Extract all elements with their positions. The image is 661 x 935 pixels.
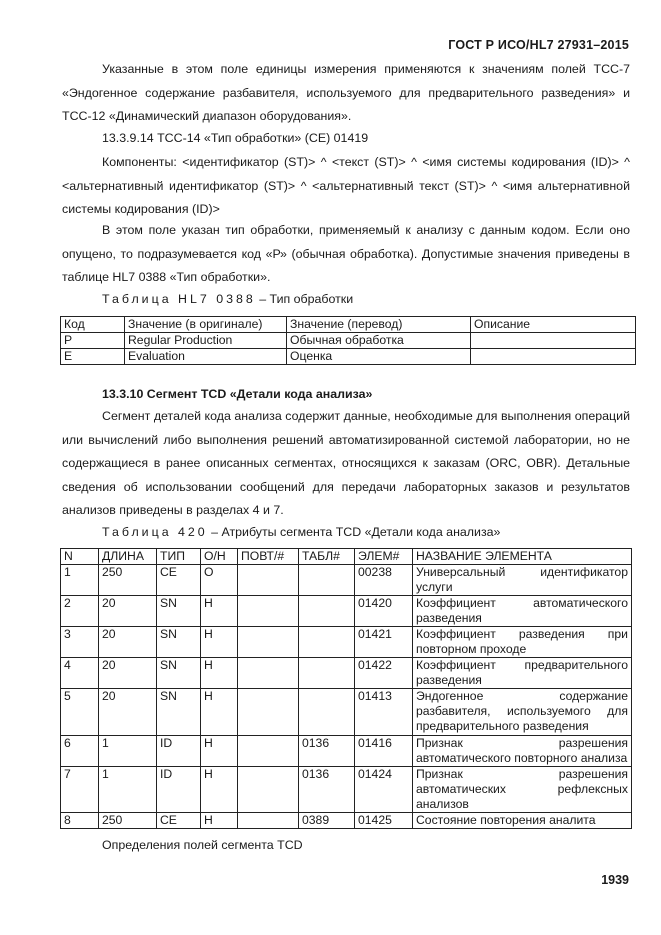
table-420-caption [102, 525, 500, 539]
paragraph-components: Компоненты: <идентификатор (ST)> ^ <текст (ST)> ^ <имя системы кодирования (ID)> ^ <альтернативный идентификатор (ST)> ^ <альтернативный текст (ST)> ^ <имя альтернативной системы кодирования (ID)> [62, 155, 630, 216]
table-cell: 8 [61, 813, 99, 829]
column-header: НАЗВАНИЕ ЭЛЕМЕНТА [413, 549, 632, 565]
table-row [61, 596, 632, 627]
table-cell: 00238 [355, 565, 413, 596]
column-header: ЭЛЕМ# [355, 549, 413, 565]
table-cell: 250 [99, 813, 157, 829]
column-header: ПОВТ/# [238, 549, 299, 565]
table-cell: CE [157, 565, 201, 596]
table-cell: Коэффициент предварительного разведения [413, 658, 632, 689]
table-cell: SN [157, 689, 201, 736]
table-cell [299, 565, 355, 596]
table-row [61, 767, 632, 813]
table-cell [471, 333, 636, 349]
table-388 [60, 316, 636, 365]
paragraph-units: Указанные в этом поле единицы измерения применяются к значениям полей ТСС-7 «Эндогенное содержание разбавителя, используемого для предварительного разведения» и ТСС-12 «Динамический диапазон оборудования». [62, 62, 630, 123]
table-cell: SN [157, 658, 201, 689]
paragraph-processing-type: В этом поле указан тип обработки, применяемый к анализу с данным кодом. Если оно опущено, то подразумевается код «Р» (обычная обработка). Допустимые значения приведены в таблице HL7 0388 «Тип обработки». [62, 223, 630, 284]
table-cell: CE [157, 813, 201, 829]
table-cell: 4 [61, 658, 99, 689]
table-388-caption [102, 292, 353, 306]
table-420 [60, 548, 632, 829]
table-388-caption-title: – Тип обработки [259, 292, 354, 306]
table-cell: H [201, 736, 238, 767]
column-header: Код [61, 317, 125, 333]
section-heading-tcc14: 13.3.9.14 ТСС-14 «Тип обработки» (СЕ) 01419 [102, 131, 369, 145]
table-cell [238, 736, 299, 767]
table-cell: H [201, 596, 238, 627]
table-cell: 01420 [355, 596, 413, 627]
column-header: ДЛИНА [99, 549, 157, 565]
table-cell: H [201, 658, 238, 689]
table-cell: 20 [99, 689, 157, 736]
table-cell [471, 349, 636, 365]
column-header: О/Н [201, 549, 238, 565]
table-cell: Эндогенное содержание разбавителя, используемого для предварительного разведения [413, 689, 632, 736]
table-row [61, 658, 632, 689]
table-cell: 0389 [299, 813, 355, 829]
table-cell: H [201, 813, 238, 829]
table-cell: 0136 [299, 736, 355, 767]
table-cell: 20 [99, 596, 157, 627]
table-cell: Признак разрешения автоматических рефлексных анализов [413, 767, 632, 813]
table-420-caption-title: – Атрибуты сегмента TCD «Детали кода анализа» [211, 525, 501, 539]
table-cell: ID [157, 736, 201, 767]
table-cell: 1 [61, 565, 99, 596]
table-cell: 20 [99, 627, 157, 658]
table-cell: ID [157, 767, 201, 813]
table-cell [299, 627, 355, 658]
paragraph-tcd-description: Сегмент деталей кода анализа содержит данные, необходимые для выполнения операций или вычислений либо выполнения решений автоматизированной системой лаборатории, но не содержащиеся в ранее описанных сегментах, относящихся к заказам (ORC, OBR). Детальные сведения об использовании сообщений для передачи лабораторных заказов и результатов анализов приведены в разделах 4 и 7. [62, 409, 630, 517]
table-cell: E [61, 349, 125, 365]
table-420-caption-number: Таблица 420 [102, 525, 208, 539]
table-cell [238, 565, 299, 596]
table-cell: 1 [99, 736, 157, 767]
table-cell: 7 [61, 767, 99, 813]
table-row [61, 333, 636, 349]
table-cell: Коэффициент разведения при повторном проходе [413, 627, 632, 658]
paragraph-field-definitions: Определения полей сегмента TCD [102, 838, 303, 852]
document-header: ГОСТ Р ИСО/HL7 27931–2015 [448, 38, 629, 52]
table-cell: H [201, 689, 238, 736]
table-row [61, 736, 632, 767]
table-cell: SN [157, 627, 201, 658]
table-cell: P [61, 333, 125, 349]
table-cell: H [201, 627, 238, 658]
table-cell [238, 658, 299, 689]
table-cell: 1 [99, 767, 157, 813]
column-header: ТИП [157, 549, 201, 565]
table-header-row [61, 317, 636, 333]
table-cell: Универсальный идентификатор услуги [413, 565, 632, 596]
table-cell: 01413 [355, 689, 413, 736]
table-cell [238, 596, 299, 627]
table-cell: SN [157, 596, 201, 627]
table-cell: 01425 [355, 813, 413, 829]
table-row [61, 813, 632, 829]
column-header: Описание [471, 317, 636, 333]
table-cell: 20 [99, 658, 157, 689]
table-cell: 2 [61, 596, 99, 627]
table-cell: 01416 [355, 736, 413, 767]
table-row [61, 689, 632, 736]
table-cell [299, 689, 355, 736]
table-cell: 250 [99, 565, 157, 596]
table-row [61, 349, 636, 365]
table-cell: 01424 [355, 767, 413, 813]
section-heading-tcd: 13.3.10 Сегмент TCD «Детали кода анализа» [102, 387, 373, 401]
table-388-caption-number: Таблица HL7 0388 [102, 292, 256, 306]
table-cell [299, 596, 355, 627]
table-cell [238, 627, 299, 658]
table-cell: Состояние повторения аналита [413, 813, 632, 829]
table-cell: Коэффициент автоматического разведения [413, 596, 632, 627]
table-cell [238, 813, 299, 829]
table-cell: Признак разрешения автоматического повторного анализа [413, 736, 632, 767]
table-cell: Regular Production [125, 333, 287, 349]
column-header: ТАБЛ# [299, 549, 355, 565]
table-cell: Evaluation [125, 349, 287, 365]
table-cell: Обычная обработка [287, 333, 471, 349]
table-cell [238, 767, 299, 813]
table-cell: 5 [61, 689, 99, 736]
table-cell: Оценка [287, 349, 471, 365]
table-cell: 0136 [299, 767, 355, 813]
column-header: Значение (в оригинале) [125, 317, 287, 333]
table-cell: 01422 [355, 658, 413, 689]
table-row [61, 627, 632, 658]
table-cell: H [201, 767, 238, 813]
table-cell: 3 [61, 627, 99, 658]
table-row [61, 565, 632, 596]
table-cell: 6 [61, 736, 99, 767]
table-cell [299, 658, 355, 689]
page-number: 1939 [601, 873, 629, 887]
table-cell [238, 689, 299, 736]
table-cell: 01421 [355, 627, 413, 658]
table-cell: O [201, 565, 238, 596]
table-header-row [61, 549, 632, 565]
column-header: Значение (перевод) [287, 317, 471, 333]
column-header: N [61, 549, 99, 565]
